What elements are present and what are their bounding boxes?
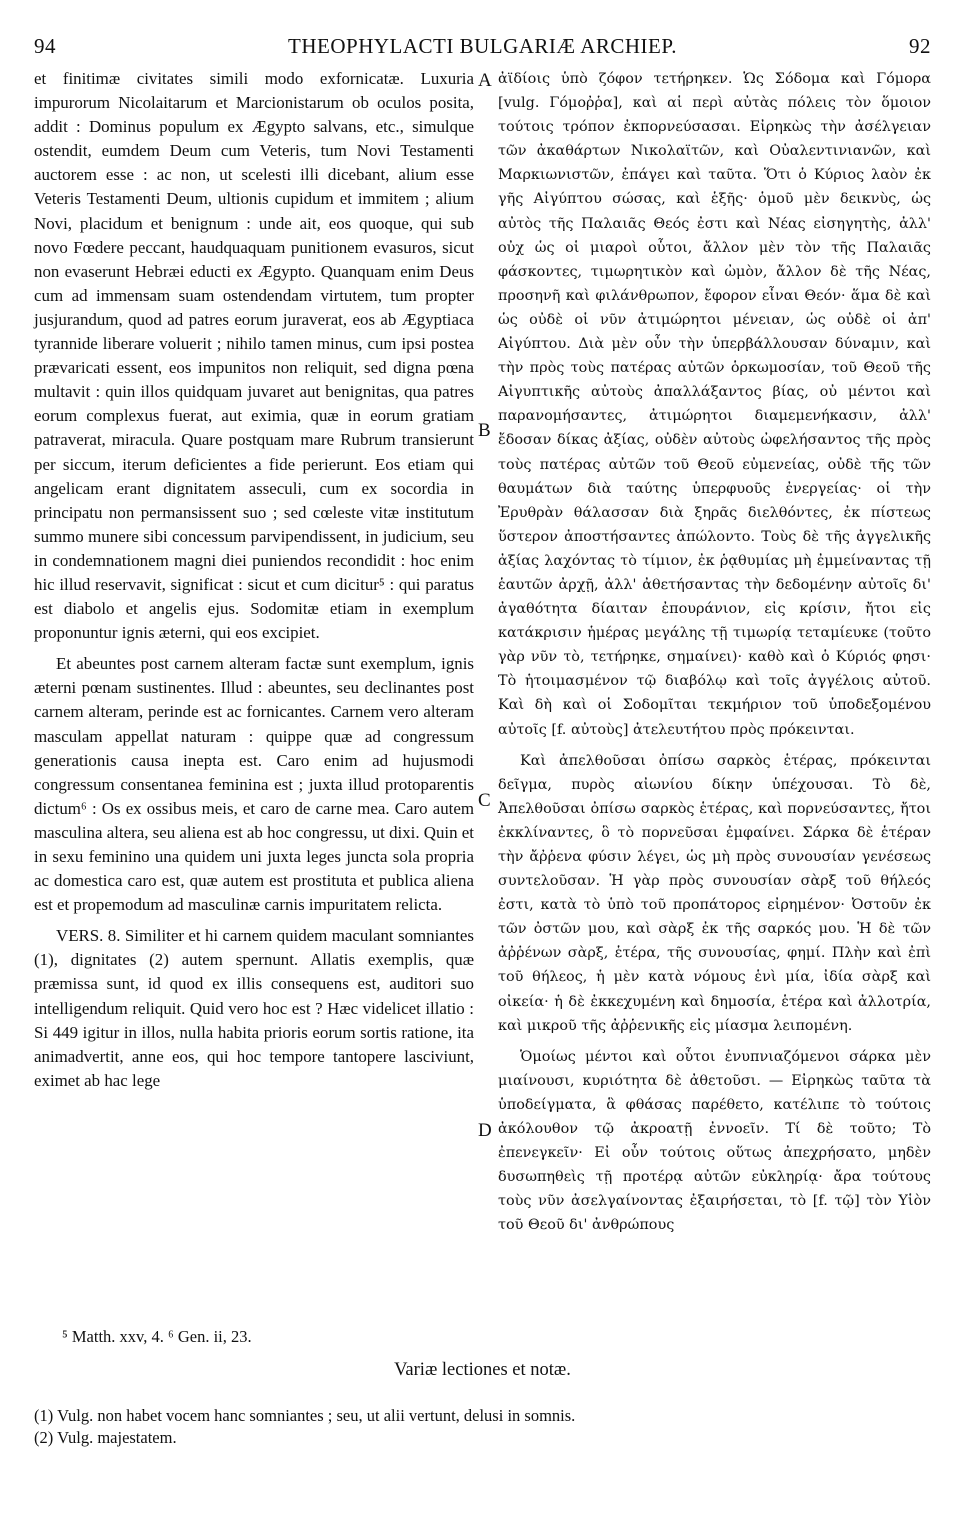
latin-paragraph-1: et finitimæ civitates simili modo exfornicatæ. Luxuria impurorum Nicolaitarum et Marcionistarum ob oculos posita, addit : Dominus populum ex Ægypto salvans, etc., simulque ostendit, eumdem Deum cum Veteris, tum Novi Testamenti auctorem esse : ac non, ut scelesti illi dicebant, alium esse Veteris Testamenti Deum, ultionis cupidum et immitem ; alium Novi, placidum et benignum : unde ait, eos quoque, qui sub novo Fœdere peccant, haudquaquam punitionem evasuros, sicut non evaserunt Hebræi educti ex Ægypto. Quanquam enim Deus cum ad immensam suam ostendendam virtutem, tum propter jusjurandum, quod ad patres eorum juraverat, eos ab Ægyptiaca tyrannide liberare voluerit ; nihilo tamen minus, cum ipsi postea prævaricati essent, eos impunitos non reliquit, sed digna pœna multavit : quin illos quidquam juvaret aut benignitas, qua patres eorum complexus fuerat, aut eximia, quæ in eorum gratiam patraverat, miracula. Quare postquam mare Rubrum transierunt per siccum, iterum deficientes a fide perierunt. Eos etiam qui angelicam erant dignitatem asseculi, cum ex socordia in principatu non permansissent suo ; sed cœleste vitæ institutum summo munere sibi concessum parvipendissent, in judicium, seu in condemnationem magni diei puniendos recondidit : hoc enim hic illud reservavit, significat : sicut et cum dicitur⁵ : qui paratus est diabolo et angelis ejus. Sodomitæ etiam in exemplum proponuntur ignis æterni, qui eos excipiet. bbox=[34, 69, 474, 643]
section-letter-d: D bbox=[478, 1120, 492, 1141]
varia-title: Variæ lectiones et notæ. bbox=[394, 1360, 571, 1380]
greek-paragraph-2: Καὶ ἀπελθοῦσαι ὀπίσω σαρκὸς ἑτέρας, πρόκεινται δεῖγμα, πυρὸς αἰωνίου δίκην ὑπέχουσαι. Τὸ δὲ, Ἀπελθοῦσαι ὀπίσω σαρκὸς ἑτέρας, καὶ πορνεύσαντες, ἤτοι ἐκκλίναντες, ὃ τὸ πορνεῦσαι ἐμφαίνει. Σάρκα δὲ ἑτέραν τὴν ἄῤῥενα φύσιν λέγει, ὡς μὴ πρὸς συνουσίαν γενέσεως συντελοῦσαν. Ἡ γὰρ πρὸς συνουσίαν σὰρξ τοῦ θήλεός ἐστι, κατὰ τὸ ὑπὸ τοῦ προπάτορος εἰρημένον· Ὀστοῦν ἐκ τῶν ὀστῶν μου, καὶ σὰρξ ἐκ τῆς σαρκός μου. Ἡ δὲ τῶν ἀῤῥένων σὰρξ, ἑτέρα, τῆς συνουσίας, φημί. Πλὴν καὶ ἐπὶ τοῦ θήλεος, ἡ μὲν κατὰ νόμους ἑνὶ μία, ἰδία σὰρξ καὶ οἰκεία· ἡ δὲ ἐκκεχυμένη καὶ δημοσία, ἑτέρα καὶ ἀλλοτρία, καὶ μικροῦ τῆς ἀῤῥενικῆς εἰς μίασμα λειπομένη. bbox=[498, 752, 931, 1034]
latin-paragraph-3: VERS. 8. Similiter et hi carnem quidem maculant somniantes (1), dignitates (2) autem spernunt. Allatis exemplis, quæ præmissa sunt, id quod ex illis consequens est, auditori suo intelligendum reliquit. Quid vero hoc est ? Hæc videlicet illatio : Si 449 igitur in illos, nulla habita prioris eorum sortis ratione, ita animadvertit, anne eos, qui hoc tempore tantopere lasciviunt, eximet ab hac lege bbox=[34, 926, 474, 1090]
footnotes-inline: ⁵ Matth. xxv, 4. ⁶ Gen. ii, 23. bbox=[62, 1327, 252, 1346]
page-header bbox=[34, 34, 931, 64]
greek-paragraph-1: ἀϊδίοις ὑπὸ ζόφον τετήρηκεν. Ὡς Σόδομα καὶ Γόμορα [vulg. Γόμοῤῥα], καὶ αἱ περὶ αὐτὰς πόλεις τὸν ὅμοιον τούτοις τρόπον ἐκπορνεύσασαι. Εἰρηκὼς τὴν ἀσέλγειαν τῶν ἀκαθάρτων Νικολαϊτῶν, καὶ Οὐαλεντινιανῶν, καὶ Μαρκιωνιστῶν, ἐπάγει καὶ ταῦτα. Ὅτι ὁ Κύριος λαὸν ἐκ γῆς Αἰγύπτου σώσας, καὶ ἑξῆς· ὁμοῦ μὲν δεικνὺς, ὡς αὐτὸς τῆς Παλαιᾶς Θεός ἐστι καὶ Νέας εἰσηγητὴς, ἀλλ' οὐχ ὡς οἱ μιαροὶ οὗτοι, ἄλλον μὲν τὸν τῆς Παλαιᾶς φάσκοντες, τιμωρητικὸν καὶ ὠμὸν, ἄλλον δὲ τῆς Νέας, προσηνῆ καὶ φιλάνθρωπον, ἔφορον εἶναι Θεόν· ἅμα δὲ καὶ ὡς οὐδὲ οἱ νῦν ἀτιμώρητοι μένειαν, ὡς οὐδὲ οἱ ἀπ' Αἰγύπτου. Διὰ μὲν οὖν τὴν ὑπερβάλλουσαν δύναμιν, καὶ τὴν πρὸς τοὺς πατέρας αὐτῶν ὁρκωμοσίαν, τοῦ Θεοῦ τῆς Αἰγυπτικῆς αὐτοὺς ἀπαλλάξαντος βίας, οὐ μέντοι καὶ παρανομήσαντες, ἀτιμώρητοι διαμεμενήκασιν, ἀλλ' ἔδοσαν δίκας ἀξίας, οὐδὲν αὐτοὺς ὠφελήσαντος τῆς πρὸς τοὺς πατέρας αὐτῶν τοῦ Θεοῦ εὐμενείας, οὐδὲ τῆς τῶν θαυμάτων διὰ ταύτης ὑπερφυοῦς ἐνεργείας· οἱ τὴν Ἐρυθρὰν θάλασσαν διὰ ξηρᾶς διελθόντες, ἐκ πίστεως ὕστερον ἀποστήσαντες ἀπώλοντο. Τοὺς δὲ τῆς ἀγγελικῆς ἀξίας λαχόντας τὸ τίμιον, ἐκ ῥᾳθυμίας μὴ ἐμμείναντας τῇ ἑαυτῶν ἀρχῇ, ἀλλ' ἀθετήσαντας τὴν δεδομένην αὐτοῖς δι' ἀγαθότητα δίαιταν ἐπουράνιον, εἰς κρίσιν, ἤτοι εἰς κατάκρισιν ἡμέρας μεγάλης τῇ τιμωρίᾳ τεταμίευκε (τοῦτο γὰρ νῦν τὸ, τετήρηκε, σημαίνει)· καθὸ καὶ ὁ Κύριός φησι· Τὸ ἡτοιμασμένον τῷ διαβόλῳ καὶ τοῖς ἀγγέλοις αὐτοῦ. Καὶ δὴ καὶ οἱ Σοδομῖται τεκμήριον τοῦ ὑποδεξομένου αὐτοῖς [f. αὐτοὺς] ἀτελευτήτου πρὸς πρόκεινται. bbox=[498, 71, 931, 738]
note-1: (1) Vulg. non habet vocem hanc somniantes ; seu, ut alii vertunt, delusi in somnis. bbox=[34, 1406, 576, 1425]
section-letter-b: B bbox=[478, 420, 491, 441]
note-2: (2) Vulg. majestatem. bbox=[34, 1428, 177, 1447]
varia-notes bbox=[34, 1405, 931, 1449]
running-title: THEOPHYLACTI BULGARIÆ ARCHIEP. bbox=[288, 34, 677, 58]
greek-column bbox=[498, 67, 931, 1238]
section-letter-c: C bbox=[478, 790, 491, 811]
greek-paragraph-3: Ὁμοίως μέντοι καὶ οὗτοι ἐνυπνιαζόμενοι σάρκα μὲν μιαίνουσι, κυριότητα δὲ ἀθετοῦσι. — Εἰρηκὼς ταῦτα τὰ ὑποδείγματα, ἃ φθάσας παρέθετο, κατέλιπε τὸ τούτοις ἀκόλουθον τῷ ἀκροατῇ ἐννοεῖν. Τί δὲ τοῦτο; Τὸ ἐπενεγκεῖν· Εἰ οὖν τούτοις οὕτως ἀπεχρήσατο, μηδὲν δυσωπηθεὶς τῇ προτέρᾳ αὐτῶν εὐκληρίᾳ· ἄρα τούτους τοὺς νῦν ἀσελγαίνοντας ἐξαιρήσεται, τὸ [f. τῷ] τὸν Υἱὸν τοῦ Θεοῦ δι' ἀνθρώπους bbox=[498, 1048, 931, 1234]
latin-paragraph-2: Et abeuntes post carnem alteram factæ sunt exemplum, ignis æterni pœnam sustinentes. Illud : abeuntes, seu declinantes post carnem alteram, perinde est ac fornicantes. Carnem vero alteram masculam appellat naturam : quippe quæ ad congressum generationis causa inepta est. Caro enim ad hujusmodi congressum consentanea feminina est ; juxta illud protoparentis dictum⁶ : Os ex ossibus meis, et caro de carne mea. Caro autem masculina altera, seu aliena est ab hoc congressu, ut dixi. Quin et in sexu feminino una quidem uni juxta leges juncta sola propria ac domestica caro est, quæ autem est prostituta et publica aliena est et propemodum ad masculinæ carnis impuritatem relicta. bbox=[34, 654, 474, 915]
section-letter-a: A bbox=[478, 70, 492, 91]
latin-column bbox=[34, 67, 474, 1093]
page-number-right: 92 bbox=[909, 34, 931, 58]
page-number-left: 94 bbox=[34, 34, 56, 58]
